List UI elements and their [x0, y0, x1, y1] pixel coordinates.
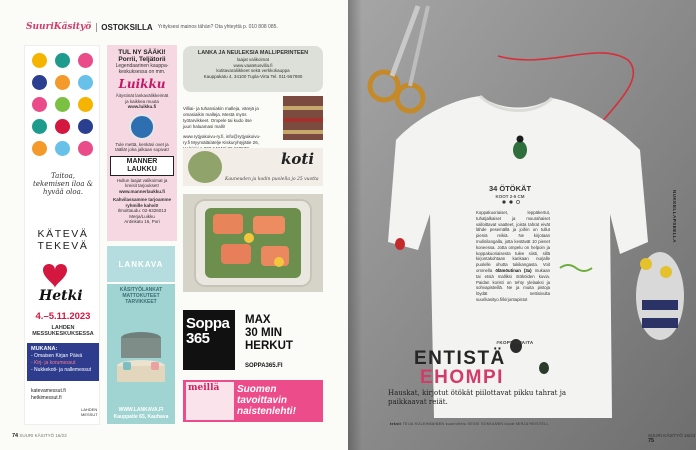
- ad-text: ryhmille kahvit!: [125, 202, 159, 208]
- page-number: 75: [648, 438, 655, 444]
- event-date: 4.–5.11.2023: [35, 311, 91, 322]
- plant-image: [188, 151, 222, 183]
- hashtag: #KOPPISPAITA: [496, 340, 534, 345]
- credits-label: teksti: [390, 422, 402, 426]
- woven-rug-image: [283, 96, 323, 140]
- ad-title-line1: KÄTEVÄ: [37, 228, 89, 240]
- ad-text: Tule mettä, kenkäsi ovet ja: [115, 141, 169, 147]
- ad-text: täällä! joka jalkaan sopivat!: [115, 147, 169, 152]
- caption-sizes: KOOT 2-5 CM: [495, 194, 525, 199]
- ad-title: [29, 228, 97, 252]
- difficulty-dots-icon: [501, 200, 521, 204]
- organizer-badge: LAHDEN MESSUT: [81, 407, 98, 417]
- address: Antinkatu 16, Pori: [124, 219, 160, 224]
- ad-text: Merja/Luikku: [129, 213, 155, 219]
- website-link[interactable]: WWW.LANKAVA.FI: [118, 407, 164, 413]
- ad-text: Legendaarinen kauppa-: [115, 63, 169, 69]
- ad-text: kreisit tarjoukset!: [125, 183, 159, 188]
- issue-label: SUURI KÄSITYÖ 16/23: [19, 433, 67, 438]
- address: Kauppatie 65, Kauhava: [113, 413, 169, 420]
- page-header: [26, 20, 340, 34]
- luikku-logo: Luikku: [118, 77, 166, 91]
- ad-contact: www.rytjyakoivu-ry.fi, info@rytjyakoivu-ry.fi Myymälä/atelje Kiskuryhtyjätie 26,: [183, 134, 261, 145]
- basket-image: [113, 322, 169, 388]
- lankava-ad[interactable]: [107, 284, 175, 424]
- magazine-cover-title: meillä: [188, 383, 220, 393]
- phone-number: Ilmoittaudu: 02-6326013: [117, 208, 167, 213]
- heart-logo-icon: [35, 260, 91, 302]
- program-item: - Nukkekoti- ja nallemessut: [31, 367, 92, 373]
- ad-title-line2: TEKEVÄ: [37, 240, 89, 252]
- lankava-logo: LANKAVA: [118, 259, 164, 269]
- website-link[interactable]: www.vaatetusvilla.fi: [233, 62, 273, 68]
- luikku-ad[interactable]: [107, 45, 177, 241]
- website-link[interactable]: katevamessut.fi: [31, 388, 66, 394]
- ad-headline: LANKA JA NEULEKSIA MALLIPERINTEEN: [197, 50, 309, 56]
- soppa-headline: [245, 314, 325, 353]
- svg-text:Hetki: Hetki: [39, 288, 83, 302]
- mannerlaukku-logo: MANNER LAUKKU: [110, 156, 174, 176]
- koti-logo: koti: [281, 150, 315, 168]
- ad-text: Kahvilassamme tarjoamme: [112, 197, 172, 202]
- program-heading: MUKANA:: [31, 346, 58, 352]
- program-box: [27, 343, 99, 381]
- website-link[interactable]: www.luikku.fi: [127, 104, 157, 109]
- caption-text: mukaan tai etsiä malliksi ötököiden kuvia. Paidan koristi on tehty ylelaaksi ja sohvapisteillä. Ne ja muita pistoja löydät nettisivulta suurikasityo.fi/kirjontapistot: [476, 267, 550, 302]
- credits-text: TEIJA KOLEHMAINEN suunnittelu SESSI SOKKANEN kuvat MIRJA HEISTELL: [402, 422, 549, 426]
- ad-text: MATTOKUTEET: [122, 293, 160, 299]
- caption-title: 34 ÖTÖKÄT: [488, 184, 532, 193]
- caption-body: [476, 210, 550, 303]
- shoe-store-logo-icon: [129, 114, 155, 140]
- right-page: [348, 0, 696, 450]
- magazine-cover-image: [186, 382, 234, 420]
- lankava-contact: [107, 407, 175, 420]
- ad-headline: TUL NY SÄÄKI!: [118, 49, 166, 56]
- ad-text: keskuksessa on mm.: [118, 69, 166, 75]
- magazine-logo: SuuriKäsityö: [26, 22, 92, 32]
- page-footer-right: [648, 433, 696, 444]
- program-item: - Kirj- ja korumessut: [31, 360, 76, 366]
- ad-text: Hullun laajat valikoimat ja: [116, 177, 168, 183]
- headline-line: MAX: [245, 314, 271, 326]
- caption-bold: ölämöutinan (3a): [495, 267, 532, 273]
- yarn-shop-banner[interactable]: [183, 46, 323, 92]
- article-intro: Hauskat, kirjotut ötökät piilottavat pikku tahrat ja paikkaavat reiät.: [388, 389, 567, 406]
- colorful-circles-top: [29, 50, 97, 159]
- section-title: OSTOKSILLA: [96, 23, 152, 32]
- ad-text: kotitavaraliikkeet sekä verkkokauppa: [216, 68, 290, 73]
- ad-text: Äitystinät lankavälikkeimät: [115, 93, 169, 98]
- page-gutter-shadow: [348, 0, 362, 450]
- section-spine-label: NUKKELLAPSEELLA: [672, 190, 677, 244]
- program-item: - Omaisen Kirjan Päivä: [31, 353, 83, 359]
- article-title-line2: EHOMPI: [420, 367, 504, 388]
- event-venue: LAHDEN MESSUKESKUKSESSA: [32, 325, 94, 337]
- ad-text: laajat valikoimat: [236, 57, 269, 62]
- website-link[interactable]: www.mannerlaukku.fi: [118, 188, 166, 194]
- caption-text: Koppakuoriaiset, leppäkertut, tuhatjalkaiset ja muurahaiset valloittavat vaatteet, joista tahrat eivät lähde pesemällä ja joihin on tullut pieniä reikiä. Ne kirjotaan mulinilangalla, jotta kestävät 10 pienet koneessa. Jotta ompelu on helpoin ja koppakuoriaisesta tulee siisti, sillä kirjontakohtaan kankaan nurjalle puolelle ohutta tukikangasta. Voit ommella: [476, 210, 550, 273]
- article-title-line1: ENTISTÄ: [414, 348, 506, 369]
- soppa365-logo[interactable]: Soppa 365: [183, 310, 235, 370]
- issue-label: SUURI KÄSITYÖ 16/23: [648, 433, 696, 438]
- article-credits: [390, 422, 549, 426]
- page-number: 74: [12, 433, 19, 439]
- ad-text: KÄSITYÖLANKAT: [119, 287, 163, 293]
- ad-text: TARVIKKEET: [125, 299, 157, 305]
- koti-magazine-ad[interactable]: [183, 148, 323, 186]
- advertising-contact: Yrityksesi mainos tähän? Ota yhteyttä p. 010 808 085.: [157, 24, 278, 30]
- ad-text: ja kaikkea muuta: [125, 98, 159, 104]
- event-websites: [31, 388, 95, 402]
- ad-subheadline: Porrii, Teljätorii: [118, 56, 166, 63]
- meilla-kotona-ad[interactable]: [183, 380, 323, 422]
- ad-motto: Taitoa, tekemisen iloa & hyvää oloa.: [33, 172, 94, 196]
- website-link[interactable]: SOPPA365.FI: [245, 363, 283, 369]
- koti-tagline: Kauneuden ja kodin puolella jo 25 vuotta: [225, 177, 319, 182]
- address: Kauppakatu 4, 34100 Tupla-Virta Tel. 011-567890: [203, 73, 303, 79]
- lankava-logo-panel[interactable]: [107, 246, 175, 282]
- headline-line: HERKUT: [245, 340, 293, 352]
- headline-line: 30 MIN: [245, 327, 283, 339]
- website-link[interactable]: hetkimessut.fi: [31, 395, 62, 401]
- katevä-tekevä-ad[interactable]: [24, 45, 100, 425]
- salmon-dish-photo: [183, 194, 323, 292]
- ad-headline: Suomen tavoittavin naistenlehti!: [237, 384, 296, 417]
- page-footer-left: [12, 433, 67, 439]
- ad-paragraph: Villiai- ja tuhansiakin malleja, värejä ja omasiaikin malleja. Mestä myös työtarvikkeet. Ompele tai kudo itse juuri haluamasi malli!: [183, 106, 259, 129]
